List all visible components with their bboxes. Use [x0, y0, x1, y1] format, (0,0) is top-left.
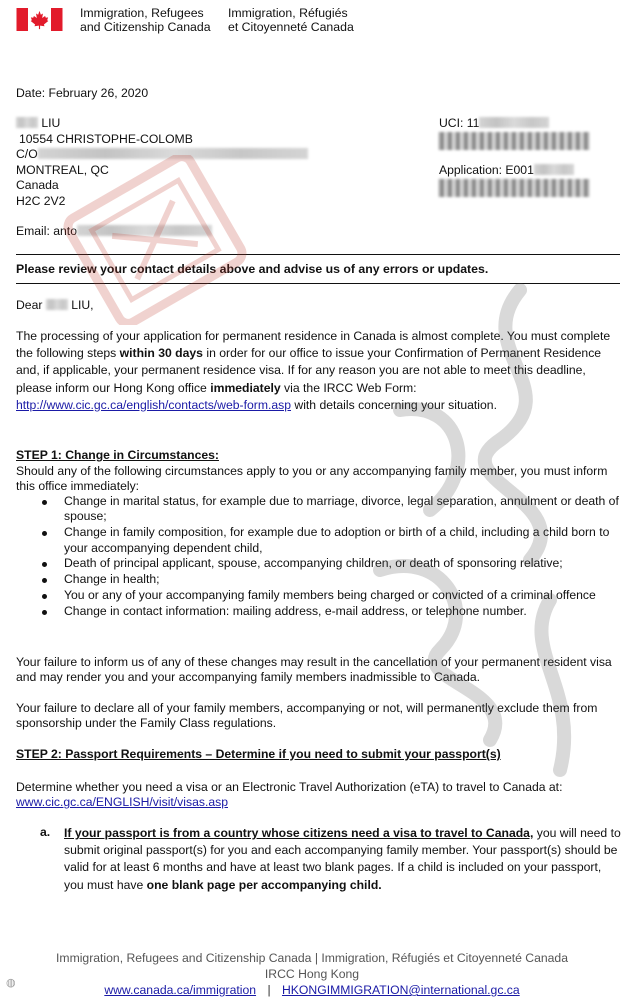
address-city: MONTREAL, QC — [16, 162, 109, 177]
redacted-given-name — [16, 117, 38, 128]
greeting — [16, 298, 94, 314]
addressee-name — [16, 116, 308, 132]
department-fr-line1: Immigration, Réfugiés — [228, 6, 348, 20]
uci-label: UCI: 11 — [439, 116, 480, 130]
footer-separator: | — [267, 983, 271, 997]
department-name-en — [80, 7, 211, 34]
intro-text-2: in order for our office to issue your Confirmation of Permanent Residence and, if applicable, your permanent residence visa. If for any reason you are not able to meet this deadline, please inform our Hong Kong office — [16, 346, 602, 395]
application-line — [439, 163, 574, 179]
department-en-line2: and Citizenship Canada — [80, 19, 211, 34]
department-name-fr — [228, 7, 354, 34]
redacted-application — [534, 164, 574, 175]
address-co-prefix: C/O — [16, 147, 38, 161]
uci-barcode — [439, 132, 589, 150]
step1-lead: Should any of the following circumstances apply to you or any accompanying family member, you must inform this office immediately: — [16, 463, 608, 493]
redacted-email — [77, 225, 212, 236]
address-block — [16, 116, 308, 209]
list-item: Death of principal applicant, spouse, accompanying children, or death of sponsoring relative; — [16, 556, 622, 571]
failure-paragraph-2: Your failure to declare all of your family members, accompanying or not, will permanently exclude them from sponsorship under the Family Class regulations. — [16, 701, 598, 731]
circumstances-list — [16, 494, 622, 619]
list-item: Change in contact information: mailing address, e-mail address, or telephone number. — [16, 604, 622, 619]
list-item: Change in health; — [16, 572, 622, 587]
redacted-uci — [479, 117, 549, 128]
item-a-text: you will need to submit original passport(s) for you and each accompanying family member. Your passport(s) should be valid for at least 6 months and have at least two blank pages. If a child is included on your passport, you must have — [64, 826, 621, 892]
footer-office: IRCC Hong Kong — [264, 967, 360, 981]
step1-section — [16, 448, 622, 620]
address-line1: 10554 CHRISTOPHE-COLOMB — [19, 131, 193, 146]
letter-date: Date: February 26, 2020 — [16, 86, 149, 100]
step2-heading: STEP 2: Passport Requirements – Determine if you need to submit your passport(s) — [16, 747, 501, 761]
department-fr-line2: et Citoyenneté Canada — [228, 19, 354, 34]
item-a-paragraph — [64, 825, 624, 894]
address-co — [16, 147, 308, 163]
redacted-co-name — [38, 148, 308, 159]
footer-line1: Immigration, Refugees and Citizenship Canada | Immigration, Réfugiés et Citoyenneté Canada — [56, 951, 568, 965]
item-a-heading: If your passport is from a country whose citizens need a visa to travel to Canada, — [64, 826, 534, 840]
contact-review-notice: Please review your contact details above and advise us of any errors or updates. — [16, 254, 620, 284]
address-country: Canada — [16, 178, 59, 192]
intro-text-1: The processing of your application for permanent residence in Canada is almost complete. You must complete the following steps — [16, 329, 611, 361]
application-label: Application: E001 — [439, 163, 534, 177]
department-en-line1: Immigration, Refugees — [80, 6, 204, 20]
intro-paragraph — [16, 328, 622, 414]
intro-immediately: immediately — [210, 380, 281, 395]
intro-text-4: with details concerning your situation. — [291, 397, 497, 412]
failure-paragraph-1: Your failure to inform us of any of these changes may result in the cancellation of your permanent resident visa and may render you and your accompanying family members inadmissible to Canada. — [16, 655, 612, 685]
greeting-dear: Dear — [16, 298, 43, 312]
list-item: Change in marital status, for example due to marriage, divorce, legal separation, annulment or death of spouse; — [16, 494, 622, 525]
uci-line — [439, 116, 549, 132]
email-prefix: Email: anto — [16, 224, 77, 238]
email-line — [16, 224, 212, 240]
list-item: Change in family composition, for example due to adoption or birth of a child, including a child born to your accompanying dependent child, — [16, 525, 622, 556]
footer-contacts — [0, 982, 624, 998]
web-form-link[interactable]: http://www.cic.gc.ca/english/contacts/web-form.asp — [16, 397, 292, 412]
addressee-surname: LIU — [41, 116, 61, 130]
item-a-label: a. — [40, 825, 51, 839]
redacted-greeting-name — [46, 299, 68, 310]
item-a-bold: one blank page per accompanying child. — [146, 877, 382, 892]
greeting-name: LIU, — [71, 298, 94, 312]
step2-lead — [16, 780, 622, 811]
step2-lead-text: Determine whether you need a visa or an Electronic Travel Authorization (eTA) to travel to Canada at: — [16, 780, 563, 794]
visas-link[interactable]: www.cic.gc.ca/ENGLISH/visit/visas.asp — [16, 795, 228, 810]
intro-text-3: via the IRCC Web Form: — [280, 380, 417, 395]
footer-email-link[interactable]: HKONGIMMIGRATION@international.gc.ca — [282, 983, 520, 997]
list-item: You or any of your accompanying family members being charged or convicted of a criminal offence — [16, 588, 622, 603]
step1-heading: STEP 1: Change in Circumstances: — [16, 448, 219, 462]
footer-web-link[interactable]: www.canada.ca/immigration — [104, 983, 257, 997]
canada-flag-icon — [16, 8, 63, 31]
watermark-logo — [6, 976, 16, 989]
watermark-globe-icon: ◍ — [6, 977, 16, 989]
address-postal: H2C 2V2 — [16, 193, 66, 208]
application-barcode — [439, 179, 589, 197]
intro-deadline: within 30 days — [119, 346, 203, 361]
